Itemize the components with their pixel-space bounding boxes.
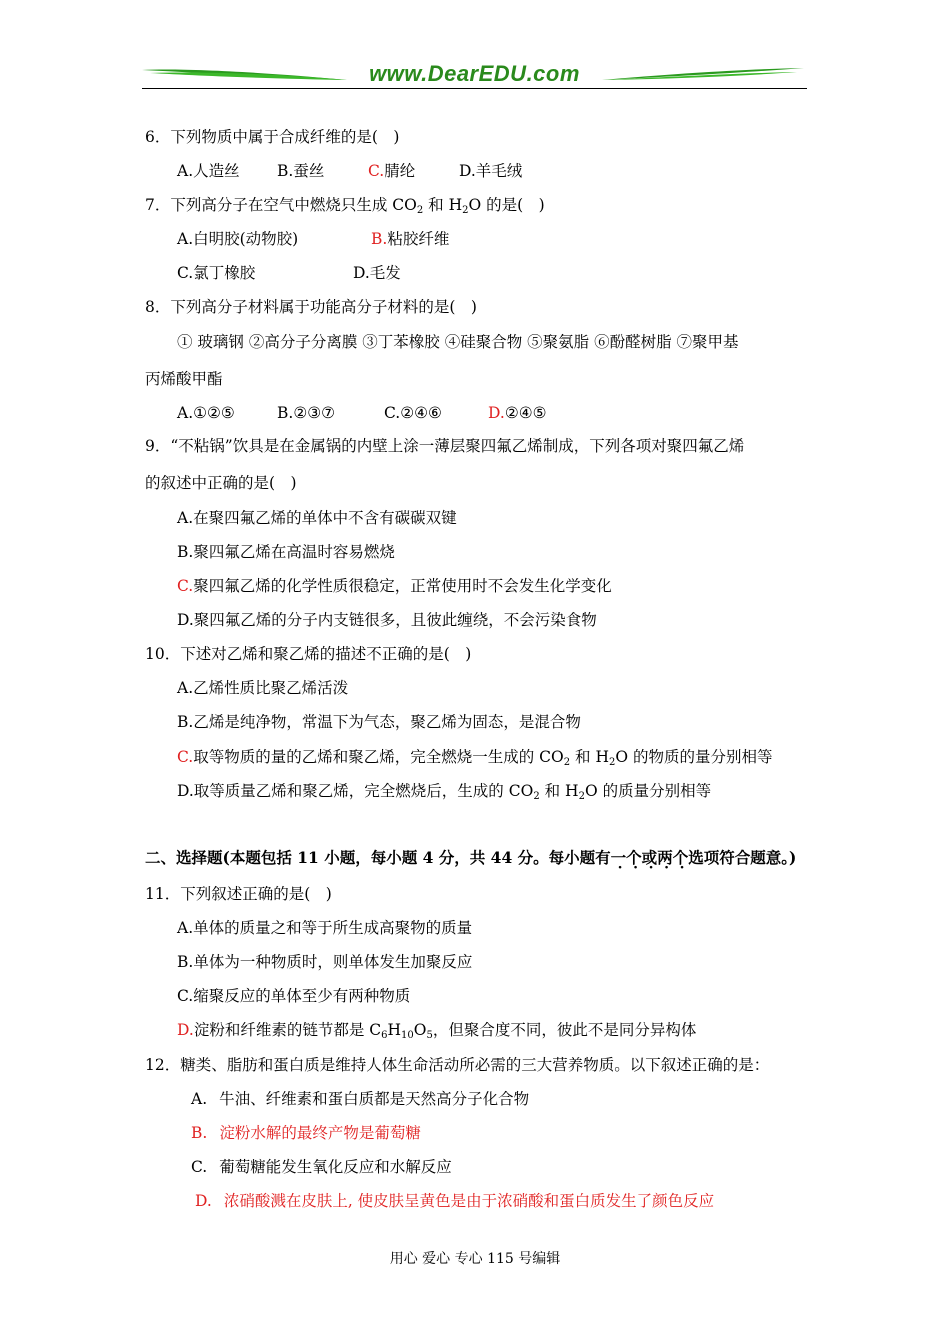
- q7-option-c: C.氯丁橡胶: [177, 264, 256, 282]
- q8-stem: 8．下列高分子材料属于功能高分子材料的是( ): [145, 298, 477, 316]
- site-logo-text: www.DearEDU.com: [369, 61, 580, 86]
- q11-stem: 11．下列叙述正确的是( ): [145, 885, 332, 903]
- q12-option-b: B. 淀粉水解的最终产物是葡萄糖: [191, 1124, 421, 1142]
- q6-option-a: A.人造丝: [177, 162, 240, 180]
- emphasis-char: 个: [672, 848, 689, 867]
- q9-option-b: B.聚四氟乙烯在高温时容易燃烧: [177, 543, 395, 561]
- page-footer: 用心 爱心 专心 115 号编辑: [389, 1251, 561, 1267]
- q9-stem-cont: 的叙述中正确的是( ): [145, 474, 297, 492]
- q10-option-d: D.取等质量乙烯和聚乙烯，完全燃烧后，生成的 $CO_2$ 和 $H_2O$ 的质量分别相等: [177, 782, 712, 802]
- q12-option-d: D. 浓硝酸溅在皮肤上, 使皮肤呈黄色是由于浓硝酸和蛋白质发生了颜色反应: [195, 1192, 715, 1210]
- answer-letter: C.: [177, 577, 194, 595]
- q6-option-c: C.腈纶: [368, 162, 416, 180]
- q8-option-d: D.②④⑤: [488, 404, 547, 422]
- emphasis-char: 两: [657, 848, 673, 867]
- q7-option-a: A.白明胶(动物胶): [177, 230, 299, 248]
- q8-option-b: B.②③⑦: [277, 404, 336, 422]
- answer-letter: D.: [488, 404, 505, 422]
- header-rule: [142, 88, 807, 89]
- q9-option-d: D.聚四氟乙烯的分子内支链很多，且彼此缠绕，不会污染食物: [177, 611, 597, 629]
- site-header: [142, 58, 807, 92]
- section-2-heading: 二、选择题(本题包括 11 小题，每小题 4 分，共 44 分。每小题有一个或两个选项符合题意。): [145, 848, 797, 867]
- q8-option-c: C.②④⑥: [384, 404, 442, 422]
- answer-letter: D.: [177, 1021, 194, 1039]
- q11-option-c: C.缩聚反应的单体至少有两种物质: [177, 987, 411, 1005]
- q7-stem: 7．下列高分子在空气中燃烧只生成 $CO_2$ 和 $H_2O$ 的是( ): [145, 196, 545, 216]
- answer-letter: C.: [368, 162, 385, 180]
- emphasis-char: 个: [626, 848, 642, 867]
- q6-option-b: B.蚕丝: [277, 162, 325, 180]
- q8-option-a: A.①②⑤: [177, 404, 235, 422]
- q8-material-list: ① 玻璃钢 ②高分子分离膜 ③丁苯橡胶 ④硅聚合物 ⑤聚氨脂 ⑥酚醛树脂 ⑦聚甲基: [177, 333, 739, 351]
- q10-option-a: A.乙烯性质比聚乙烯活泼: [177, 679, 349, 697]
- q12-stem: 12．糖类、脂肪和蛋白质是维持人体生命活动所必需的三大营养物质。以下叙述正确的是：: [145, 1056, 770, 1074]
- emphasis-char: 一: [610, 848, 627, 867]
- q12-option-c: C. 葡萄糖能发生氧化反应和水解反应: [191, 1158, 452, 1176]
- q9-option-a: A.在聚四氟乙烯的单体中不含有碳碳双键: [177, 509, 457, 527]
- q6-option-d: D.羊毛绒: [459, 162, 523, 180]
- q10-option-b: B.乙烯是纯净物，常温下为气态，聚乙烯为固态，是混合物: [177, 713, 581, 731]
- q9-option-c: C.聚四氟乙烯的化学性质很稳定，正常使用时不会发生化学变化: [177, 577, 612, 595]
- answer-letter: B.: [371, 230, 388, 248]
- q12-option-a: A. 牛油、纤维素和蛋白质都是天然高分子化合物: [191, 1090, 530, 1108]
- q6-stem: 6．下列物质中属于合成纤维的是( ): [145, 128, 400, 146]
- answer-letter: C.: [177, 748, 194, 766]
- q9-stem: 9．“不粘锅”饮具是在金属锅的内壁上涂一薄层聚四氟乙烯制成，下列各项对聚四氟乙烯: [145, 437, 745, 455]
- q10-option-c: C.取等物质的量的乙烯和聚乙烯，完全燃烧一生成的 $CO_2$ 和 $H_2O$ 的物质的量分别相等: [177, 748, 773, 768]
- q7-option-b: B.粘胶纤维: [371, 230, 450, 248]
- q11-option-d: D.淀粉和纤维素的链节都是 $C_6H_{10}O_5$，但聚合度不同，彼此不是同分异构体: [177, 1021, 697, 1041]
- q7-option-d: D.毛发: [353, 264, 401, 282]
- q8-material-list-cont: 丙烯酸甲酯: [145, 370, 223, 388]
- emphasis-char: 或: [641, 848, 658, 867]
- q11-option-a: A.单体的质量之和等于所生成高聚物的质量: [177, 919, 473, 937]
- q11-option-b: B.单体为一种物质时，则单体发生加聚反应: [177, 953, 473, 971]
- q10-stem: 10．下述对乙烯和聚乙烯的描述不正确的是( ): [145, 645, 472, 663]
